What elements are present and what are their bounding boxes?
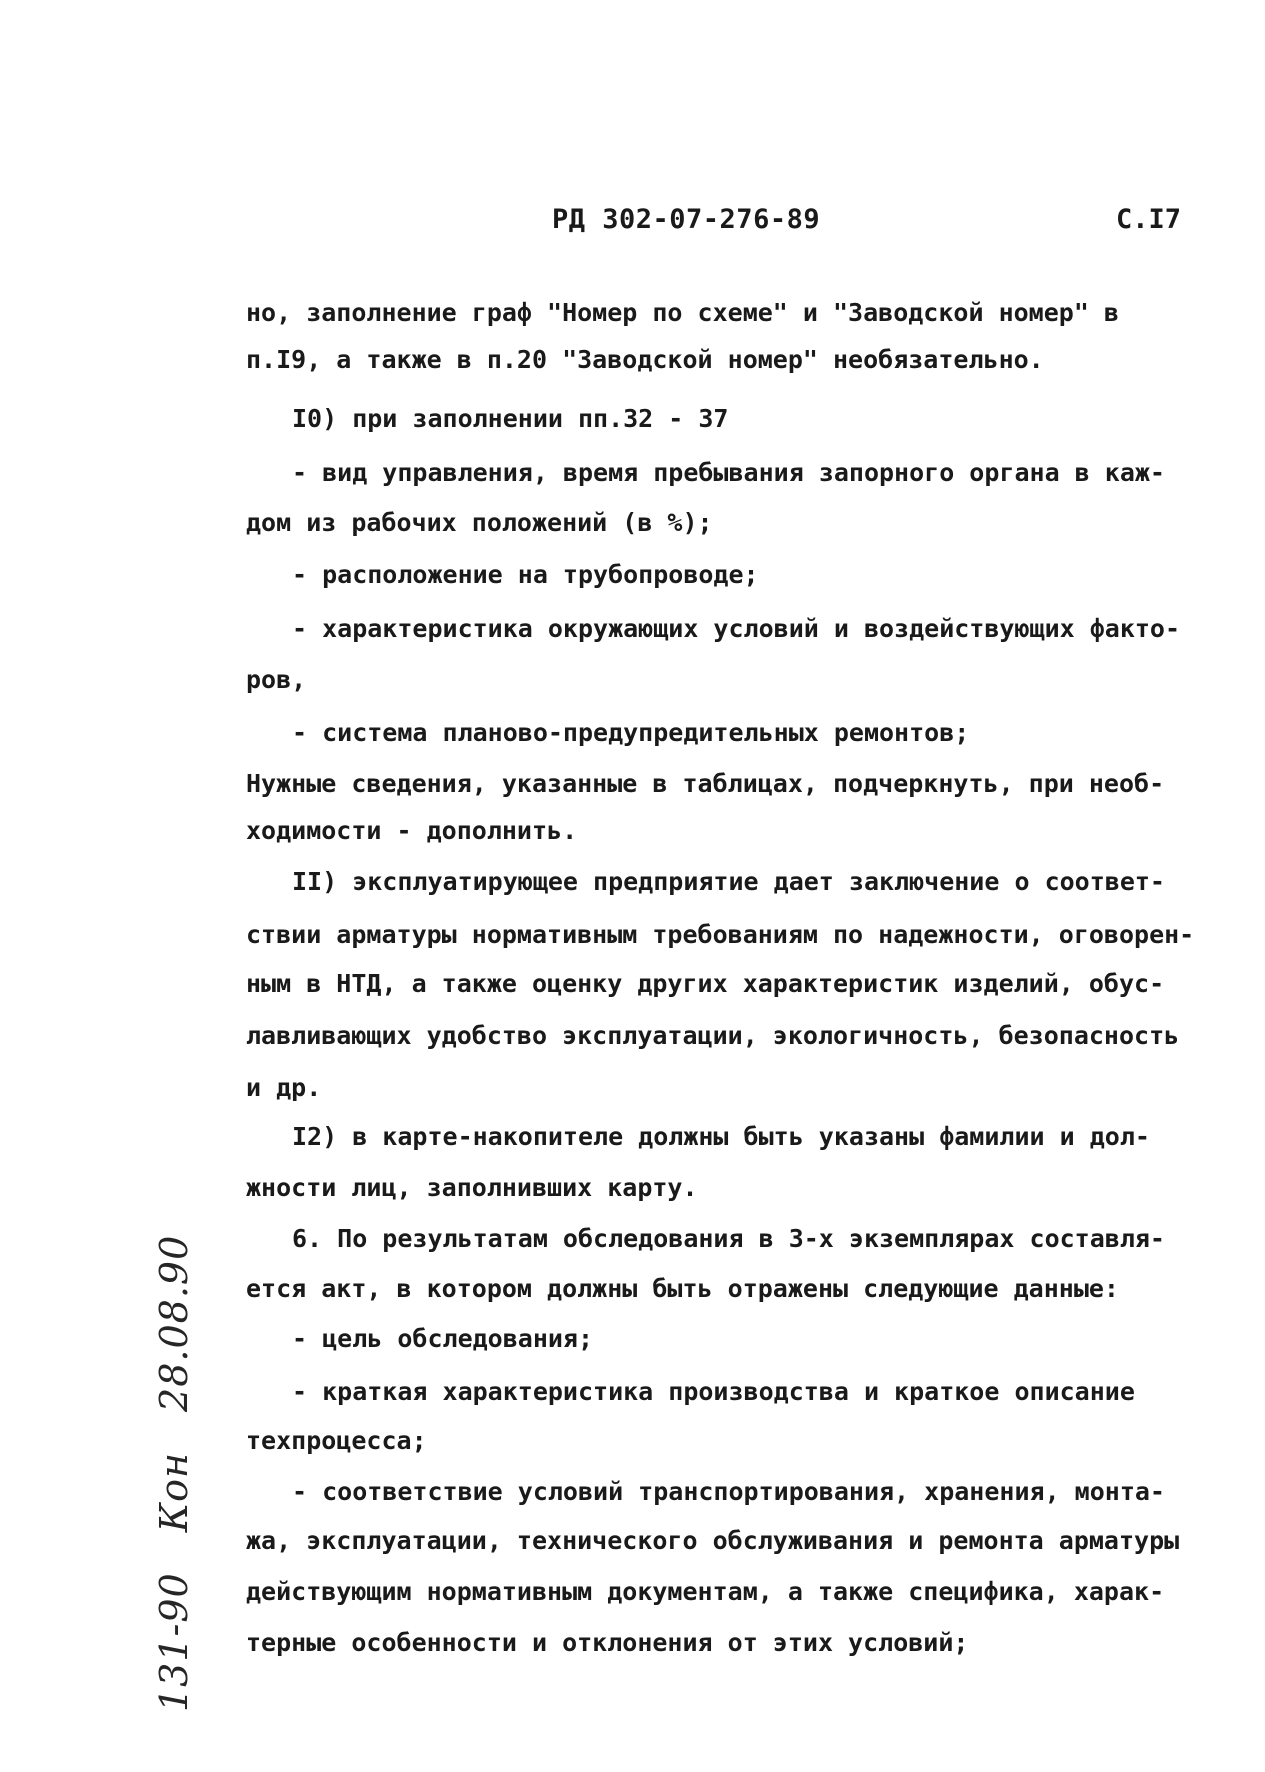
handwritten-stamp xyxy=(152,1195,196,1712)
stamp-date: 28.08.90 xyxy=(152,1234,196,1412)
text-line: - вид управления, время пребывания запорного органа в каж- xyxy=(292,458,1165,487)
text-line: Нужные сведения, указанные в таблицах, подчеркнуть, при необ- xyxy=(246,769,1165,798)
text-line: лавливающих удобство эксплуатации, экологичность, безопасность xyxy=(246,1021,1180,1050)
text-line: ров, xyxy=(246,665,307,694)
document-code: РД 302-07-276-89 xyxy=(552,204,821,235)
text-line: I2) в карте-накопителе должны быть указаны фамилии и дол- xyxy=(292,1122,1150,1151)
text-line: ным в НТД, а также оценку других характеристик изделий, обус- xyxy=(246,969,1165,998)
text-line: ется акт, в котором должны быть отражены следующие данные: xyxy=(246,1274,1119,1303)
text-line: I0) при заполнении пп.32 - 37 xyxy=(292,404,729,433)
text-line: дом из рабочих положений (в %); xyxy=(246,508,713,537)
text-line: - соответствие условий транспортирования, хранения, монта- xyxy=(292,1477,1165,1506)
text-line: ствии арматуры нормативным требованиям по надежности, оговорен- xyxy=(246,920,1195,949)
text-line: но, заполнение граф "Номер по схеме" и "Заводской номер" в xyxy=(246,298,1119,327)
text-line: II) эксплуатирующее предприятие дает заключение о соответ- xyxy=(292,867,1165,896)
text-line: - краткая характеристика производства и краткое описание xyxy=(292,1377,1135,1406)
text-line: - цель обследования; xyxy=(292,1324,594,1353)
text-line: - расположение на трубопроводе; xyxy=(292,560,759,589)
text-line: ходимости - дополнить. xyxy=(246,816,578,845)
stamp-signature: Кон xyxy=(152,1451,196,1533)
text-line: и др. xyxy=(246,1073,322,1102)
text-line: п.I9, а также в п.20 "Заводской номер" необязательно. xyxy=(246,345,1044,374)
text-line: - характеристика окружающих условий и воздействующих факто- xyxy=(292,614,1181,643)
text-line: терные особенности и отклонения от этих условий; xyxy=(246,1628,969,1657)
text-line: жности лиц, заполнивших карту. xyxy=(246,1173,698,1202)
page-number: С.I7 xyxy=(1116,204,1182,235)
text-line: 6. По результатам обследования в 3-х экземплярах составля- xyxy=(292,1224,1165,1253)
text-line: - система планово-предупредительных ремонтов; xyxy=(292,718,970,747)
text-line: жа, эксплуатации, технического обслуживания и ремонта арматуры xyxy=(246,1526,1180,1555)
stamp-number: 131-90 xyxy=(152,1572,196,1712)
text-line: техпроцесса; xyxy=(246,1426,427,1455)
text-line: действующим нормативным документам, а также специфика, харак- xyxy=(246,1577,1165,1606)
